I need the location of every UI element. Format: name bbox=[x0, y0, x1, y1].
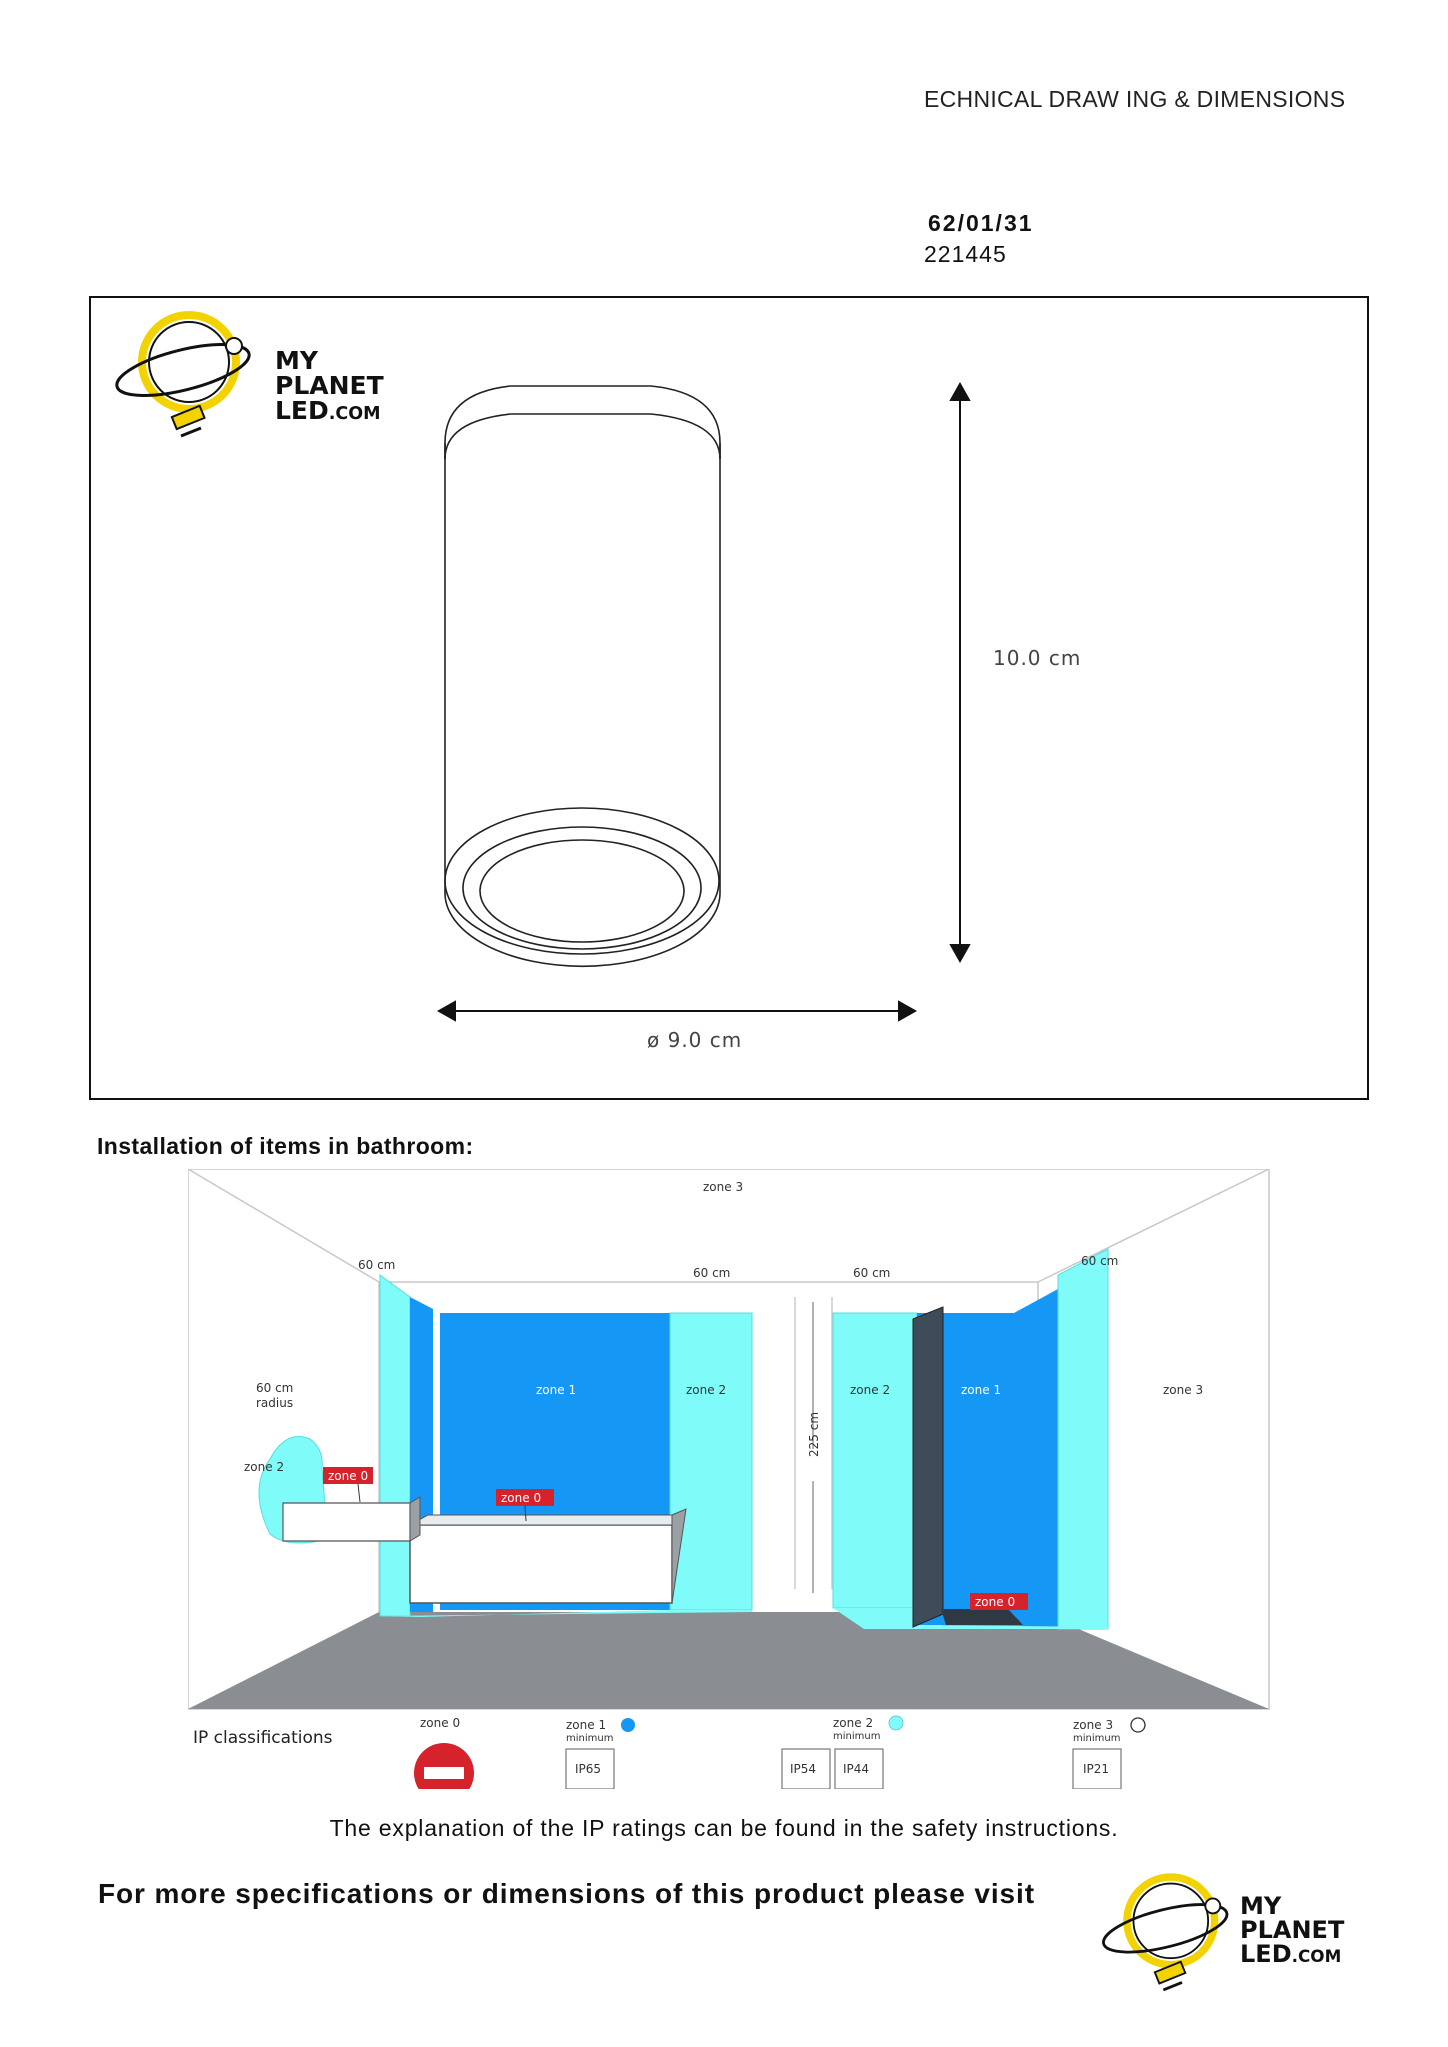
zone3-right-label: zone 3 bbox=[1163, 1383, 1204, 1397]
ip-explanation-note: The explanation of the IP ratings can be found in the safety instructions. bbox=[329, 1815, 1119, 1841]
technical-drawing-frame bbox=[89, 296, 1369, 1100]
ip-zone1-label: zone 1 bbox=[566, 1718, 607, 1732]
ip-zone0-label: zone 0 bbox=[420, 1716, 461, 1730]
zone0-sink-label: zone 0 bbox=[328, 1469, 369, 1483]
ip-zone3-rating: IP21 bbox=[1083, 1762, 1110, 1776]
radius-label-2: radius bbox=[256, 1396, 294, 1410]
bathroom-zones-illustration bbox=[188, 1169, 1270, 1789]
logo-line-2: PLANET bbox=[275, 371, 384, 400]
footer-logo-line-3-suffix: .COM bbox=[1291, 1946, 1342, 1966]
top-cap bbox=[445, 386, 720, 459]
lens bbox=[480, 840, 684, 942]
dimension-60cm-c: 60 cm bbox=[853, 1266, 891, 1280]
logo-line-1: MY bbox=[275, 346, 318, 375]
diameter-label: ø 9.0 cm bbox=[647, 1028, 743, 1052]
height-label: 10.0 cm bbox=[993, 646, 1082, 670]
ip-zone2-label: zone 2 bbox=[833, 1716, 874, 1730]
footer-text: For more specifications or dimensions of this product please visit bbox=[98, 1878, 1035, 1909]
zone1-color-dot bbox=[621, 1718, 635, 1732]
bottom-rim bbox=[445, 808, 719, 954]
ip-zone3-label: zone 3 bbox=[1073, 1718, 1114, 1732]
zone2-right-label: zone 2 bbox=[850, 1383, 891, 1397]
footer-logo-line-1: MY bbox=[1240, 1892, 1282, 1920]
shower-glass bbox=[913, 1307, 943, 1627]
reference-code: 62/01/31 bbox=[928, 210, 1034, 236]
sink bbox=[283, 1503, 410, 1541]
installation-title: Installation of items in bathroom: bbox=[97, 1133, 474, 1159]
dimension-60cm-a: 60 cm bbox=[358, 1258, 396, 1272]
footer-logo-line-3: LED bbox=[1240, 1940, 1292, 1968]
logo-line-3: LED bbox=[275, 396, 329, 425]
header-title: ECHNICAL DRAW ING & DIMENSIONS bbox=[924, 86, 1346, 112]
footer-logo-line-2: PLANET bbox=[1240, 1916, 1345, 1944]
zone1-left-label: zone 1 bbox=[536, 1383, 577, 1397]
zone2-sink-label: zone 2 bbox=[244, 1460, 285, 1474]
planet-bulb-icon bbox=[1098, 1868, 1238, 1998]
bathroom-zones-diagram bbox=[188, 1169, 1270, 1789]
dimension-60cm-d: 60 cm bbox=[1081, 1254, 1119, 1268]
zone2-left-label: zone 2 bbox=[686, 1383, 727, 1397]
top-cap-inner bbox=[445, 414, 720, 459]
zone2-color-dot bbox=[889, 1716, 903, 1730]
height-dimension-arrow bbox=[951, 384, 969, 961]
ip-classifications-title: IP classifications bbox=[193, 1728, 333, 1748]
zone0-bath-label: zone 0 bbox=[501, 1491, 542, 1505]
ip-zone1-min: minimum bbox=[566, 1733, 614, 1744]
reference-number: 221445 bbox=[924, 241, 1007, 267]
dimension-60cm-b: 60 cm bbox=[693, 1266, 731, 1280]
ip-zone1-rating: IP65 bbox=[575, 1762, 602, 1776]
zone0-shower-label: zone 0 bbox=[975, 1595, 1016, 1609]
no-entry-icon bbox=[414, 1743, 474, 1789]
ip-zone2-rating-a: IP54 bbox=[790, 1762, 817, 1776]
zone3-color-dot bbox=[1131, 1718, 1145, 1732]
product-drawing bbox=[91, 298, 1367, 1098]
logo-line-3-suffix: .COM bbox=[328, 404, 381, 424]
diameter-dimension-arrow bbox=[439, 1002, 915, 1020]
bathtub bbox=[410, 1525, 672, 1603]
height-225-label: 225 cm bbox=[807, 1411, 821, 1457]
bottom-ring bbox=[463, 827, 701, 949]
ip-zone2-rating-b: IP44 bbox=[843, 1762, 870, 1776]
zone1-right-label: zone 1 bbox=[961, 1383, 1002, 1397]
ip-zone3-min: minimum bbox=[1073, 1733, 1121, 1744]
brand-logo-footer bbox=[1098, 1868, 1358, 1998]
ip-zone2-min: minimum bbox=[833, 1731, 881, 1742]
zone3-top-label: zone 3 bbox=[703, 1180, 744, 1194]
radius-label-1: 60 cm bbox=[256, 1381, 294, 1395]
